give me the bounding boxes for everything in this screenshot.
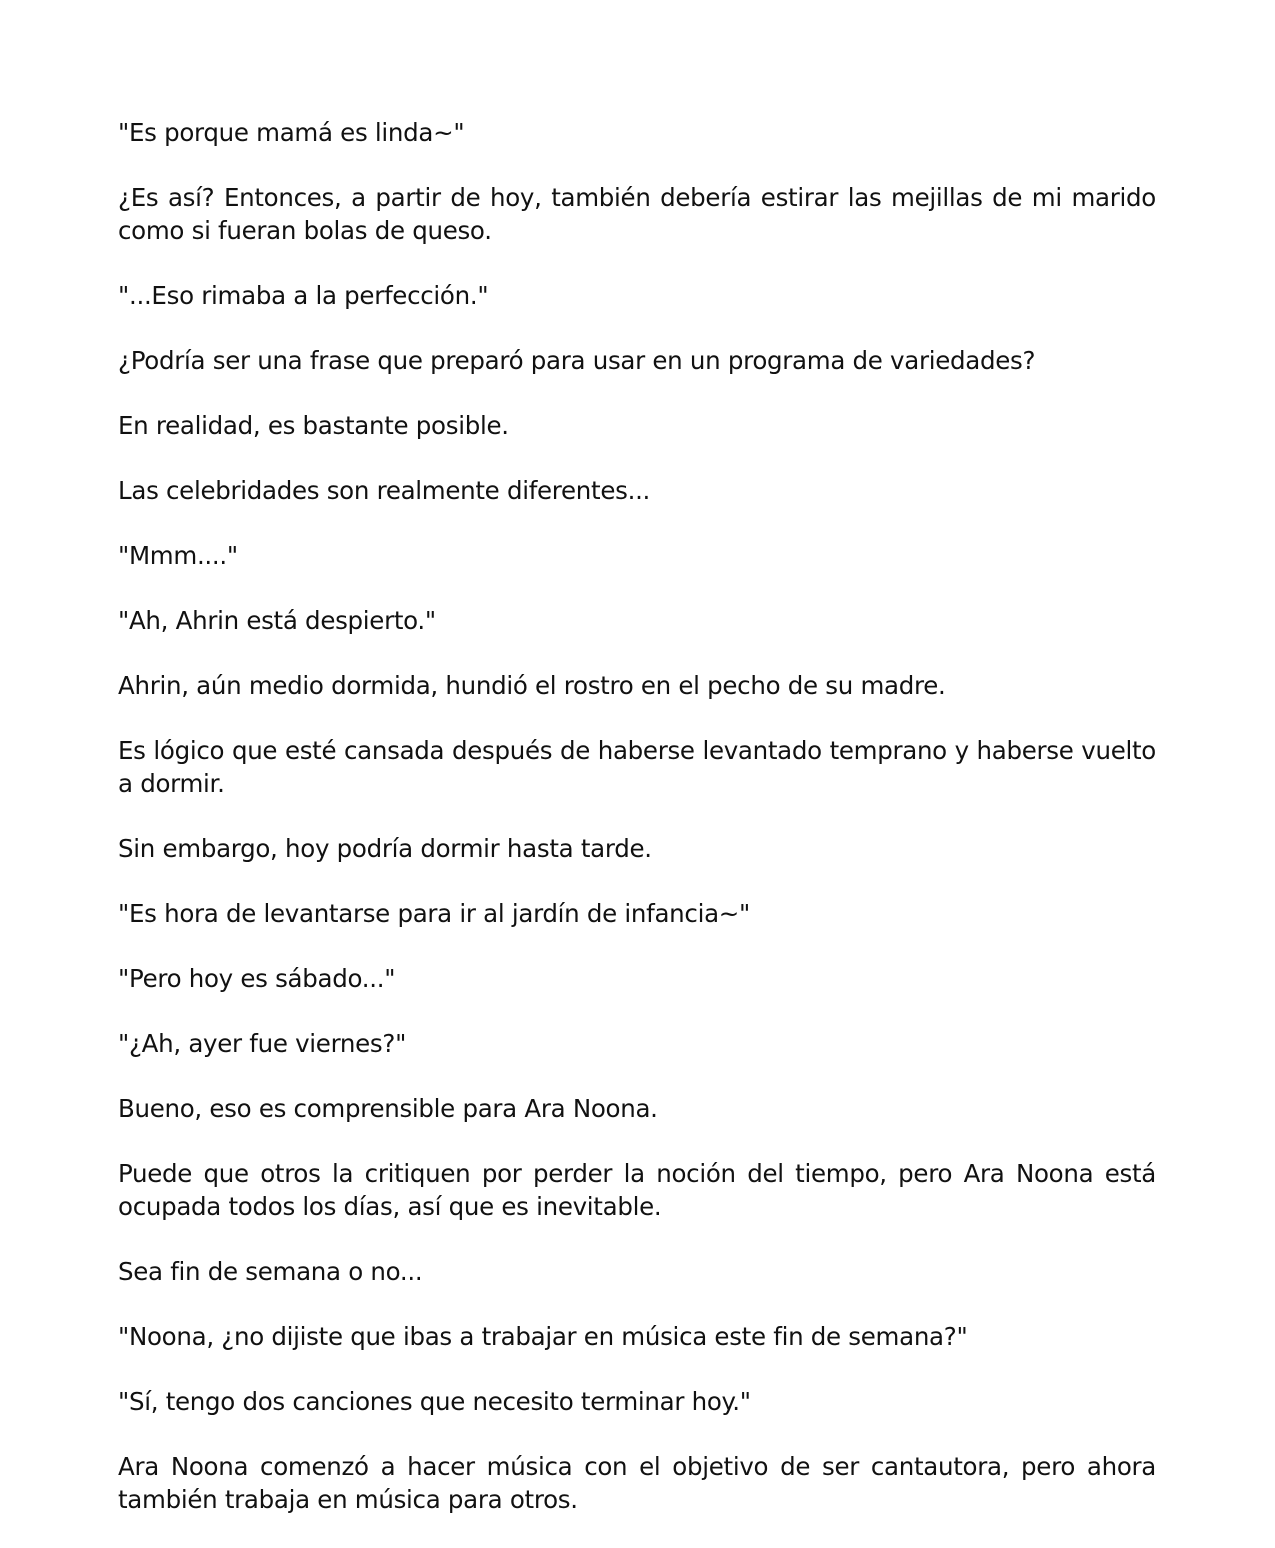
paragraph: ¿Es así? Entonces, a partir de hoy, también debería estirar las mejillas de mi marido como si fueran bolas de queso. [118,183,1156,245]
paragraph: "Ah, Ahrin está despierto." [118,606,436,635]
paragraph: "Noona, ¿no dijiste que ibas a trabajar en música este fin de semana?" [118,1322,968,1351]
paragraph: "Pero hoy es sábado..." [118,964,396,993]
paragraph: "...Eso rimaba a la perfección." [118,281,489,310]
paragraph: Puede que otros la critiquen por perder la noción del tiempo, pero Ara Noona está ocupada todos los días, así que es inevitable. [118,1159,1156,1221]
document-page [118,116,1156,1548]
paragraph: "Es porque mamá es linda~" [118,118,465,147]
paragraph: ¿Podría ser una frase que preparó para usar en un programa de variedades? [118,346,1036,375]
paragraph: Sea fin de semana o no... [118,1257,423,1286]
paragraph: Sin embargo, hoy podría dormir hasta tarde. [118,834,652,863]
paragraph: Las celebridades son realmente diferentes... [118,476,651,505]
paragraph: "Mmm...." [118,541,238,570]
paragraph: Ara Noona comenzó a hacer música con el objetivo de ser cantautora, pero ahora también trabaja en música para otros. [118,1452,1156,1514]
paragraph: En realidad, es bastante posible. [118,411,509,440]
paragraph: "Es hora de levantarse para ir al jardín de infancia~" [118,899,750,928]
paragraph: Bueno, eso es comprensible para Ara Noona. [118,1094,658,1123]
paragraph: Ahrin, aún medio dormida, hundió el rostro en el pecho de su madre. [118,671,946,700]
paragraph: "¿Ah, ayer fue viernes?" [118,1029,407,1058]
paragraph: Es lógico que esté cansada después de haberse levantado temprano y haberse vuelto a dormir. [118,736,1156,798]
paragraph: "Sí, tengo dos canciones que necesito terminar hoy." [118,1387,751,1416]
